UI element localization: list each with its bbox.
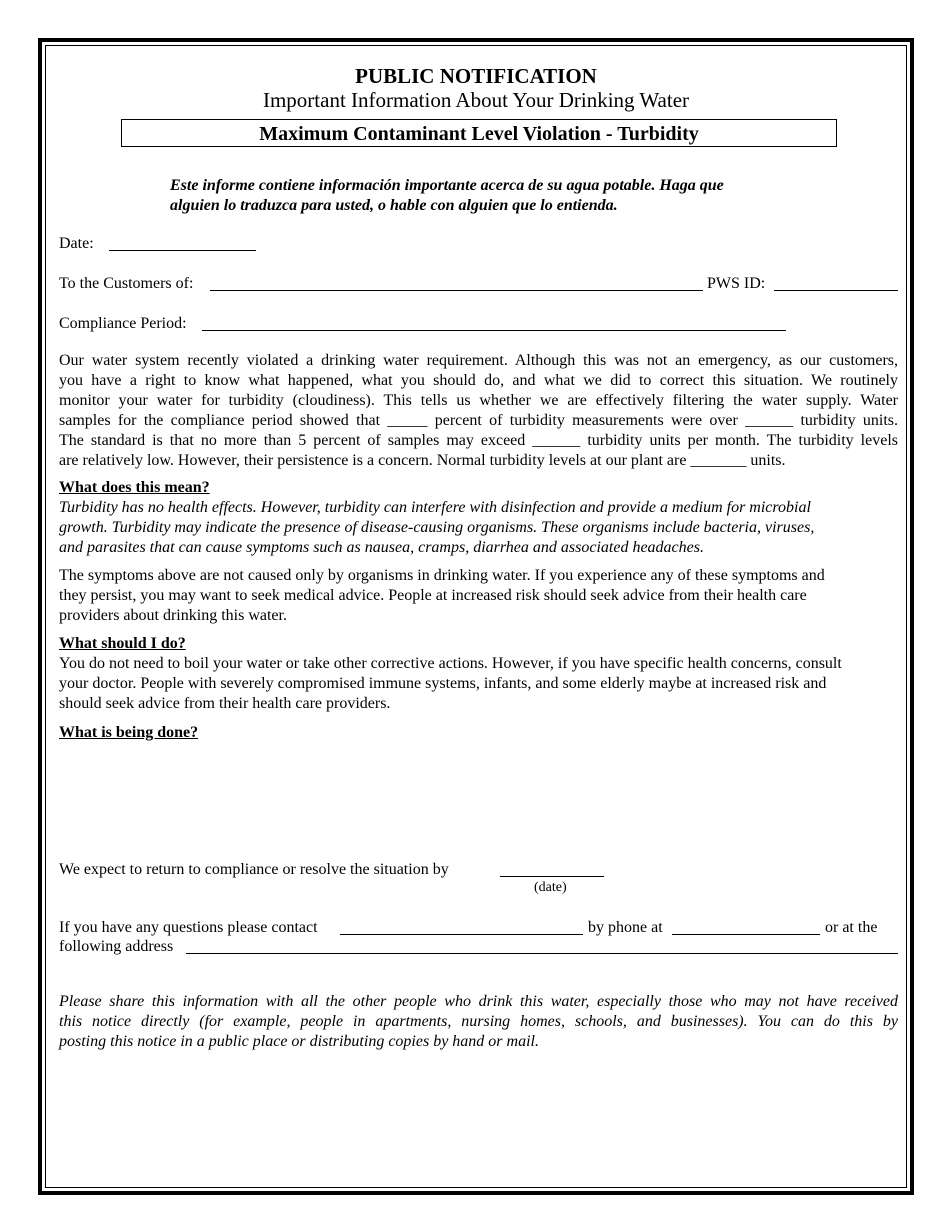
- spanish-notice-line2: alguien lo traduzca para usted, o hable con alguien que lo entienda.: [170, 197, 618, 214]
- notice-inner-border: [45, 45, 907, 1188]
- date-caption: (date): [534, 880, 567, 895]
- what-is-being-done-area[interactable]: [59, 746, 898, 856]
- heading-what-should-i-do: What should I do?: [59, 635, 186, 652]
- pws-label: PWS ID:: [707, 275, 766, 292]
- closing-line: this notice directly (for example, people in apartments, nursing homes, schools, and businesses). You can do this by: [59, 1013, 898, 1030]
- contact-address-label: following address: [59, 938, 174, 955]
- page-subtitle: Important Information About Your Drinking Water: [262, 88, 690, 112]
- compliance-row: [59, 314, 187, 334]
- what-to-do-paragraph: [59, 654, 898, 714]
- contact-address-field[interactable]: [186, 953, 898, 954]
- notice-border: [38, 38, 914, 1195]
- compliance-period-field[interactable]: [202, 330, 786, 331]
- intro-paragraph: [59, 351, 898, 471]
- heading-what-does-this-mean: What does this mean?: [59, 479, 210, 496]
- intro-line: you have a right to know what happened, what you should do, and what we did to correct this situation. We routinely: [59, 372, 898, 389]
- contact-name-field[interactable]: [340, 934, 583, 935]
- intro-line: are relatively low. However, their persistence is a concern. Normal turbidity levels at our plant are _______ units.: [59, 452, 786, 469]
- contact-text-2: by phone at: [588, 919, 663, 936]
- compliance-date-field[interactable]: [500, 876, 604, 877]
- page-title: PUBLIC NOTIFICATION: [355, 64, 597, 88]
- intro-line: Our water system recently violated a drinking water requirement. Although this was not an emergency, as our customers,: [59, 352, 898, 369]
- health-effects-line: Turbidity has no health effects. However, turbidity can interfere with disinfection and provide a medium for microbial: [59, 499, 811, 516]
- what-to-do-line: should seek advice from their health care providers.: [59, 695, 391, 712]
- customers-label: To the Customers of:: [59, 275, 194, 292]
- contact-text-1: If you have any questions please contact: [59, 919, 318, 936]
- intro-line: samples for the compliance period showed that _____ percent of turbidity measurements were over ______ turbidity units.: [59, 412, 898, 429]
- health-effects-line: and parasites that can cause symptoms such as nausea, cramps, diarrhea and associated headaches.: [59, 539, 704, 556]
- health-effects-paragraph: [59, 498, 898, 558]
- pws-id-field[interactable]: [774, 290, 898, 291]
- customers-field[interactable]: [210, 290, 703, 291]
- symptoms-line: providers about drinking this water.: [59, 607, 287, 624]
- what-to-do-line: your doctor. People with severely compromised immune systems, infants, and some elderly maybe at increased risk and: [59, 675, 827, 692]
- customers-row: [59, 274, 193, 294]
- symptoms-line: The symptoms above are not caused only by organisms in drinking water. If you experience any of these symptoms and: [59, 567, 825, 584]
- spanish-notice: [170, 176, 790, 216]
- intro-line: monitor your water for turbidity (cloudiness). This tells us whether we are effectively filtering the water supply. Water: [59, 392, 898, 409]
- date-row: [59, 234, 94, 254]
- contact-phone-field[interactable]: [672, 934, 820, 935]
- symptoms-paragraph: [59, 566, 898, 626]
- closing-paragraph: [59, 992, 898, 1052]
- heading-what-is-being-done: What is being done?: [59, 724, 199, 741]
- spanish-notice-line1: Este informe contiene información importante acerca de su agua potable. Haga que: [170, 177, 724, 194]
- closing-line: posting this notice in a public place or distributing copies by hand or mail.: [59, 1033, 539, 1050]
- date-field[interactable]: [109, 250, 256, 251]
- health-effects-line: growth. Turbidity may indicate the presence of disease-causing organisms. These organisms include bacteria, viruses,: [59, 519, 815, 536]
- date-label: Date:: [59, 235, 94, 252]
- compliance-date-text: We expect to return to compliance or resolve the situation by: [59, 861, 449, 878]
- closing-line: Please share this information with all the other people who drink this water, especially those who may not have received: [59, 993, 898, 1010]
- intro-line: The standard is that no more than 5 percent of samples may exceed ______ turbidity units per month. The turbidity levels: [59, 432, 898, 449]
- compliance-label: Compliance Period:: [59, 315, 187, 332]
- what-to-do-line: You do not need to boil your water or take other corrective actions. However, if you have specific health concerns, consult: [59, 655, 842, 672]
- symptoms-line: they persist, you may want to seek medical advice. People at increased risk should seek advice from their health care: [59, 587, 807, 604]
- contact-text-3: or at the: [825, 919, 878, 936]
- violation-title-box: Maximum Contaminant Level Violation - Turbidity: [121, 119, 837, 147]
